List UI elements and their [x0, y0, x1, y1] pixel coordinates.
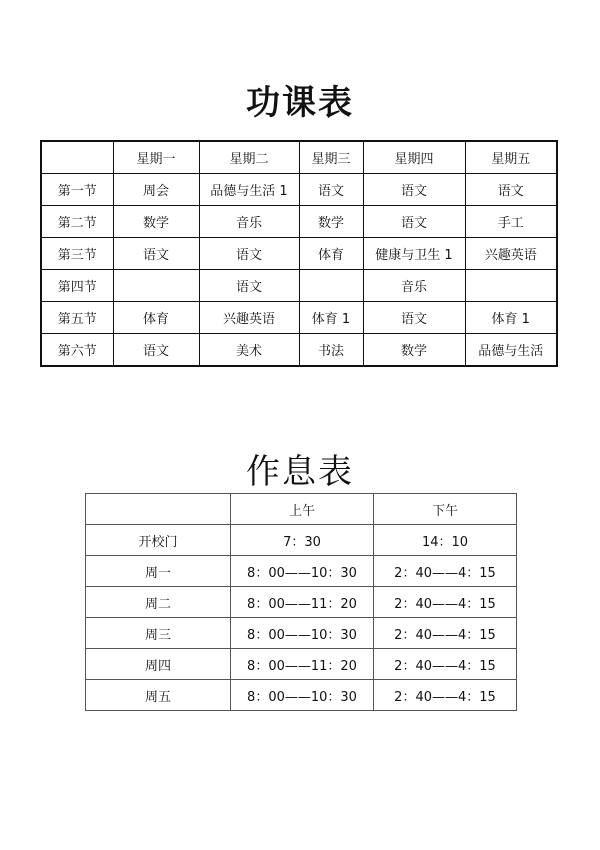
morning-time: 8：00——10：30 — [231, 556, 374, 587]
morning-time: 8：00——10：30 — [231, 680, 374, 711]
table-cell: 语文 — [199, 270, 299, 302]
table-cell: 品德与生活 1 — [199, 174, 299, 206]
afternoon-time: 2：40——4：15 — [374, 556, 517, 587]
table-row — [86, 525, 517, 556]
rest-schedule-title: 作息表 — [246, 452, 354, 492]
schedule-header-row — [41, 141, 557, 174]
afternoon-time: 2：40——4：15 — [374, 618, 517, 649]
table-row — [41, 302, 557, 334]
table-cell: 周会 — [113, 174, 199, 206]
table-row — [86, 587, 517, 618]
table-cell: 书法 — [299, 334, 363, 367]
header-cell — [86, 494, 231, 525]
row-label: 周四 — [86, 649, 231, 680]
header-cell: 星期二 — [199, 141, 299, 174]
daily-timetable — [85, 493, 517, 711]
table-row — [86, 649, 517, 680]
class-schedule-table — [40, 140, 558, 367]
table-cell — [113, 270, 199, 302]
table-cell: 兴趣英语 — [199, 302, 299, 334]
table-cell: 音乐 — [363, 270, 465, 302]
morning-time: 8：00——10：30 — [231, 618, 374, 649]
table-cell: 手工 — [465, 206, 557, 238]
table-cell: 兴趣英语 — [465, 238, 557, 270]
table-cell: 美术 — [199, 334, 299, 367]
period-label: 第五节 — [41, 302, 113, 334]
afternoon-time: 2：40——4：15 — [374, 680, 517, 711]
row-label: 周一 — [86, 556, 231, 587]
table-cell: 健康与卫生 1 — [363, 238, 465, 270]
table-row — [41, 270, 557, 302]
header-cell: 星期一 — [113, 141, 199, 174]
afternoon-time: 2：40——4：15 — [374, 649, 517, 680]
morning-time: 8：00——11：20 — [231, 587, 374, 618]
header-cell: 星期三 — [299, 141, 363, 174]
table-cell: 数学 — [299, 206, 363, 238]
table-row — [41, 238, 557, 270]
table-cell: 语文 — [465, 174, 557, 206]
table-cell: 体育 1 — [465, 302, 557, 334]
table-cell: 体育 — [113, 302, 199, 334]
morning-time: 7：30 — [231, 525, 374, 556]
table-cell — [299, 270, 363, 302]
table-cell: 语文 — [199, 238, 299, 270]
header-cell-afternoon: 下午 — [374, 494, 517, 525]
afternoon-time: 2：40——4：15 — [374, 587, 517, 618]
table-row — [86, 680, 517, 711]
header-cell: 星期五 — [465, 141, 557, 174]
table-cell: 语文 — [363, 174, 465, 206]
period-label: 第一节 — [41, 174, 113, 206]
timetable-header-row — [86, 494, 517, 525]
table-row — [86, 556, 517, 587]
row-label: 开校门 — [86, 525, 231, 556]
table-cell: 体育 — [299, 238, 363, 270]
row-label: 周二 — [86, 587, 231, 618]
period-label: 第三节 — [41, 238, 113, 270]
table-cell: 音乐 — [199, 206, 299, 238]
afternoon-time: 14：10 — [374, 525, 517, 556]
table-cell: 品德与生活 — [465, 334, 557, 367]
table-cell — [465, 270, 557, 302]
table-row — [86, 618, 517, 649]
table-cell: 数学 — [363, 334, 465, 367]
period-label: 第二节 — [41, 206, 113, 238]
table-row — [41, 206, 557, 238]
table-cell: 体育 1 — [299, 302, 363, 334]
table-cell: 语文 — [299, 174, 363, 206]
header-cell-morning: 上午 — [231, 494, 374, 525]
header-cell: 星期四 — [363, 141, 465, 174]
period-label: 第六节 — [41, 334, 113, 367]
morning-time: 8：00——11：20 — [231, 649, 374, 680]
schedule-title: 功课表 — [246, 83, 354, 123]
period-label: 第四节 — [41, 270, 113, 302]
header-cell — [41, 141, 113, 174]
table-row — [41, 334, 557, 367]
row-label: 周五 — [86, 680, 231, 711]
table-cell: 语文 — [113, 238, 199, 270]
table-cell: 语文 — [363, 206, 465, 238]
table-cell: 语文 — [363, 302, 465, 334]
table-row — [41, 174, 557, 206]
table-cell: 语文 — [113, 334, 199, 367]
row-label: 周三 — [86, 618, 231, 649]
table-cell: 数学 — [113, 206, 199, 238]
